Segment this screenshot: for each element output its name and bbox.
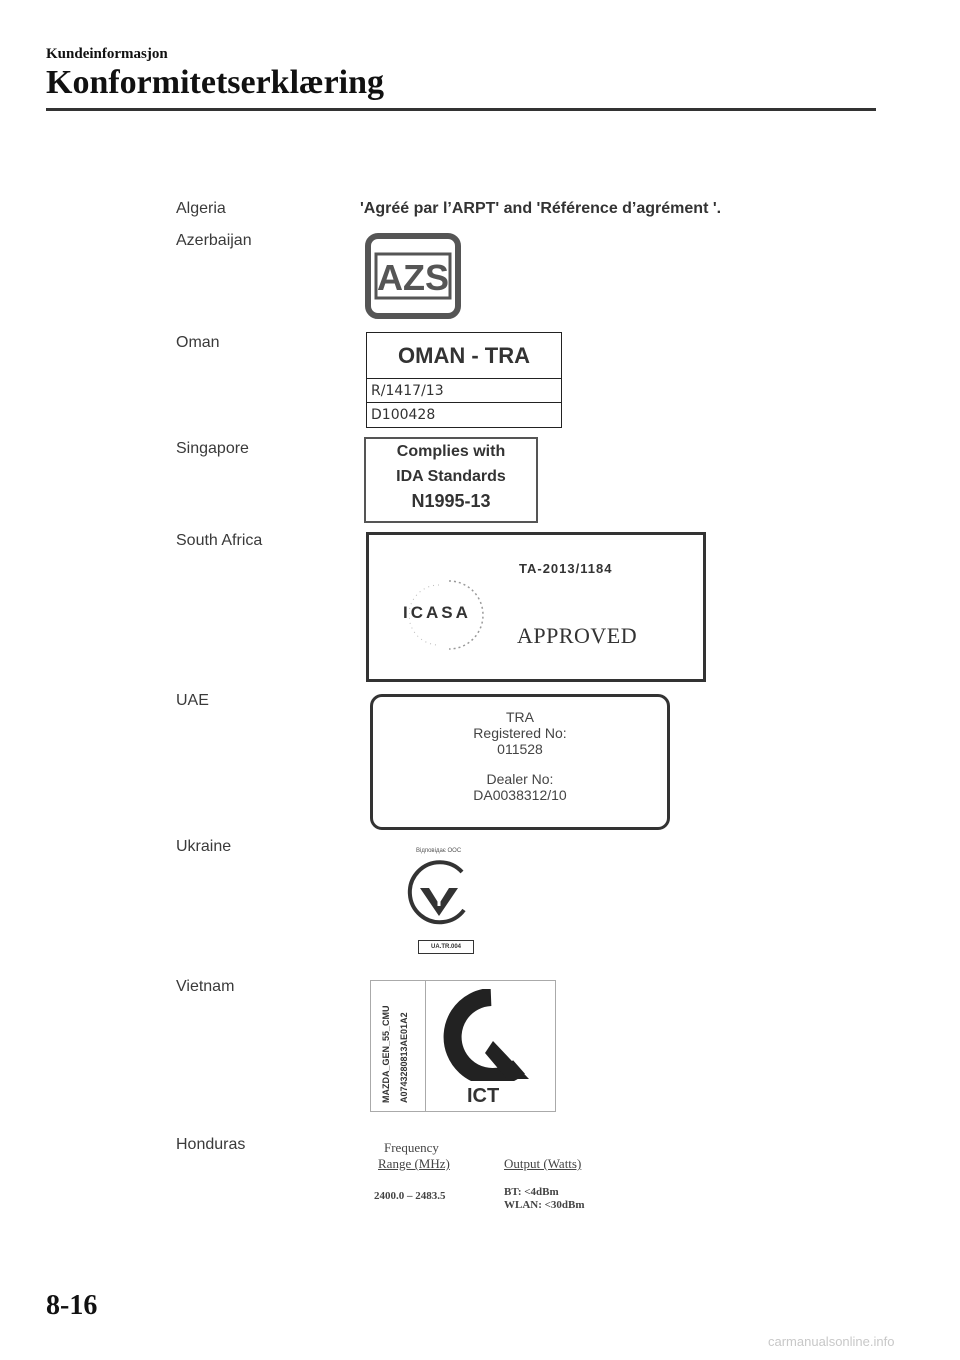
singapore-line1: Complies with [396, 443, 506, 460]
honduras-range: 2400.0 – 2483.5 [374, 1190, 446, 1202]
oman-label [366, 332, 562, 428]
country-south-africa: South Africa [176, 532, 263, 549]
honduras-wlan: WLAN: <30dBm [504, 1199, 585, 1211]
singapore-line2: IDA Standards [396, 468, 506, 485]
watermark: carmanualsonline.info [768, 1334, 895, 1349]
azs-logo-text: AZS [377, 257, 449, 298]
country-singapore: Singapore [176, 440, 249, 457]
country-ukraine: Ukraine [176, 838, 232, 855]
page-number: 8-16 [46, 1290, 98, 1321]
title-rule [46, 108, 876, 111]
uae-line1: TRA [506, 709, 534, 725]
singapore-label [364, 437, 538, 523]
country-vietnam: Vietnam [176, 978, 235, 995]
south-africa-status: APPROVED [517, 623, 638, 648]
honduras-bt: BT: <4dBm [504, 1186, 559, 1198]
vietnam-label [370, 980, 556, 1112]
south-africa-label [366, 532, 706, 682]
oman-registration: R/1417/13 [367, 379, 561, 403]
ukraine-code: UA.TR.004 [418, 940, 474, 954]
vietnam-model: MAZDA_GEN_55_CMU [381, 1005, 391, 1103]
uae-line2: Registered No: [473, 725, 567, 741]
algeria-approval-text: 'Agréé par l’ARPT' and 'Référence d’agrément '. [360, 200, 722, 217]
country-oman: Oman [176, 334, 220, 351]
uae-line5: DA0038312/10 [473, 787, 567, 803]
ukraine-caption: Відповідає ООС [416, 848, 462, 854]
vietnam-code-panel [371, 981, 426, 1111]
ukraine-conformity-mark-icon [404, 858, 474, 928]
country-honduras: Honduras [176, 1136, 246, 1153]
vietnam-approval-code: A0743280813AE01A2 [399, 1012, 409, 1103]
page-title: Konformitetserklæring [46, 64, 385, 101]
ict-logo-icon [441, 989, 541, 1081]
country-uae: UAE [176, 692, 209, 709]
singapore-line3: N1995-13 [411, 491, 491, 511]
oman-title: OMAN - TRA [367, 333, 561, 379]
honduras-col1-header2: Range (MHz) [378, 1156, 450, 1171]
azs-logo [364, 232, 462, 320]
ict-logo-text: ICT [467, 1085, 500, 1107]
section-label: Kundeinformasjon [46, 46, 168, 62]
country-azerbaijan: Azerbaijan [176, 232, 252, 249]
uae-line4: Dealer No: [486, 771, 554, 787]
oman-dealer: D100428 [371, 407, 436, 423]
country-algeria: Algeria [176, 200, 226, 217]
icasa-logo-text: ICASA [403, 603, 471, 622]
south-africa-number: TA-2013/1184 [519, 561, 613, 576]
uae-line3: 011528 [497, 741, 543, 757]
honduras-col1-header1: Frequency [384, 1140, 439, 1155]
uae-label [370, 694, 670, 830]
honduras-col2-header: Output (Watts) [504, 1156, 582, 1171]
